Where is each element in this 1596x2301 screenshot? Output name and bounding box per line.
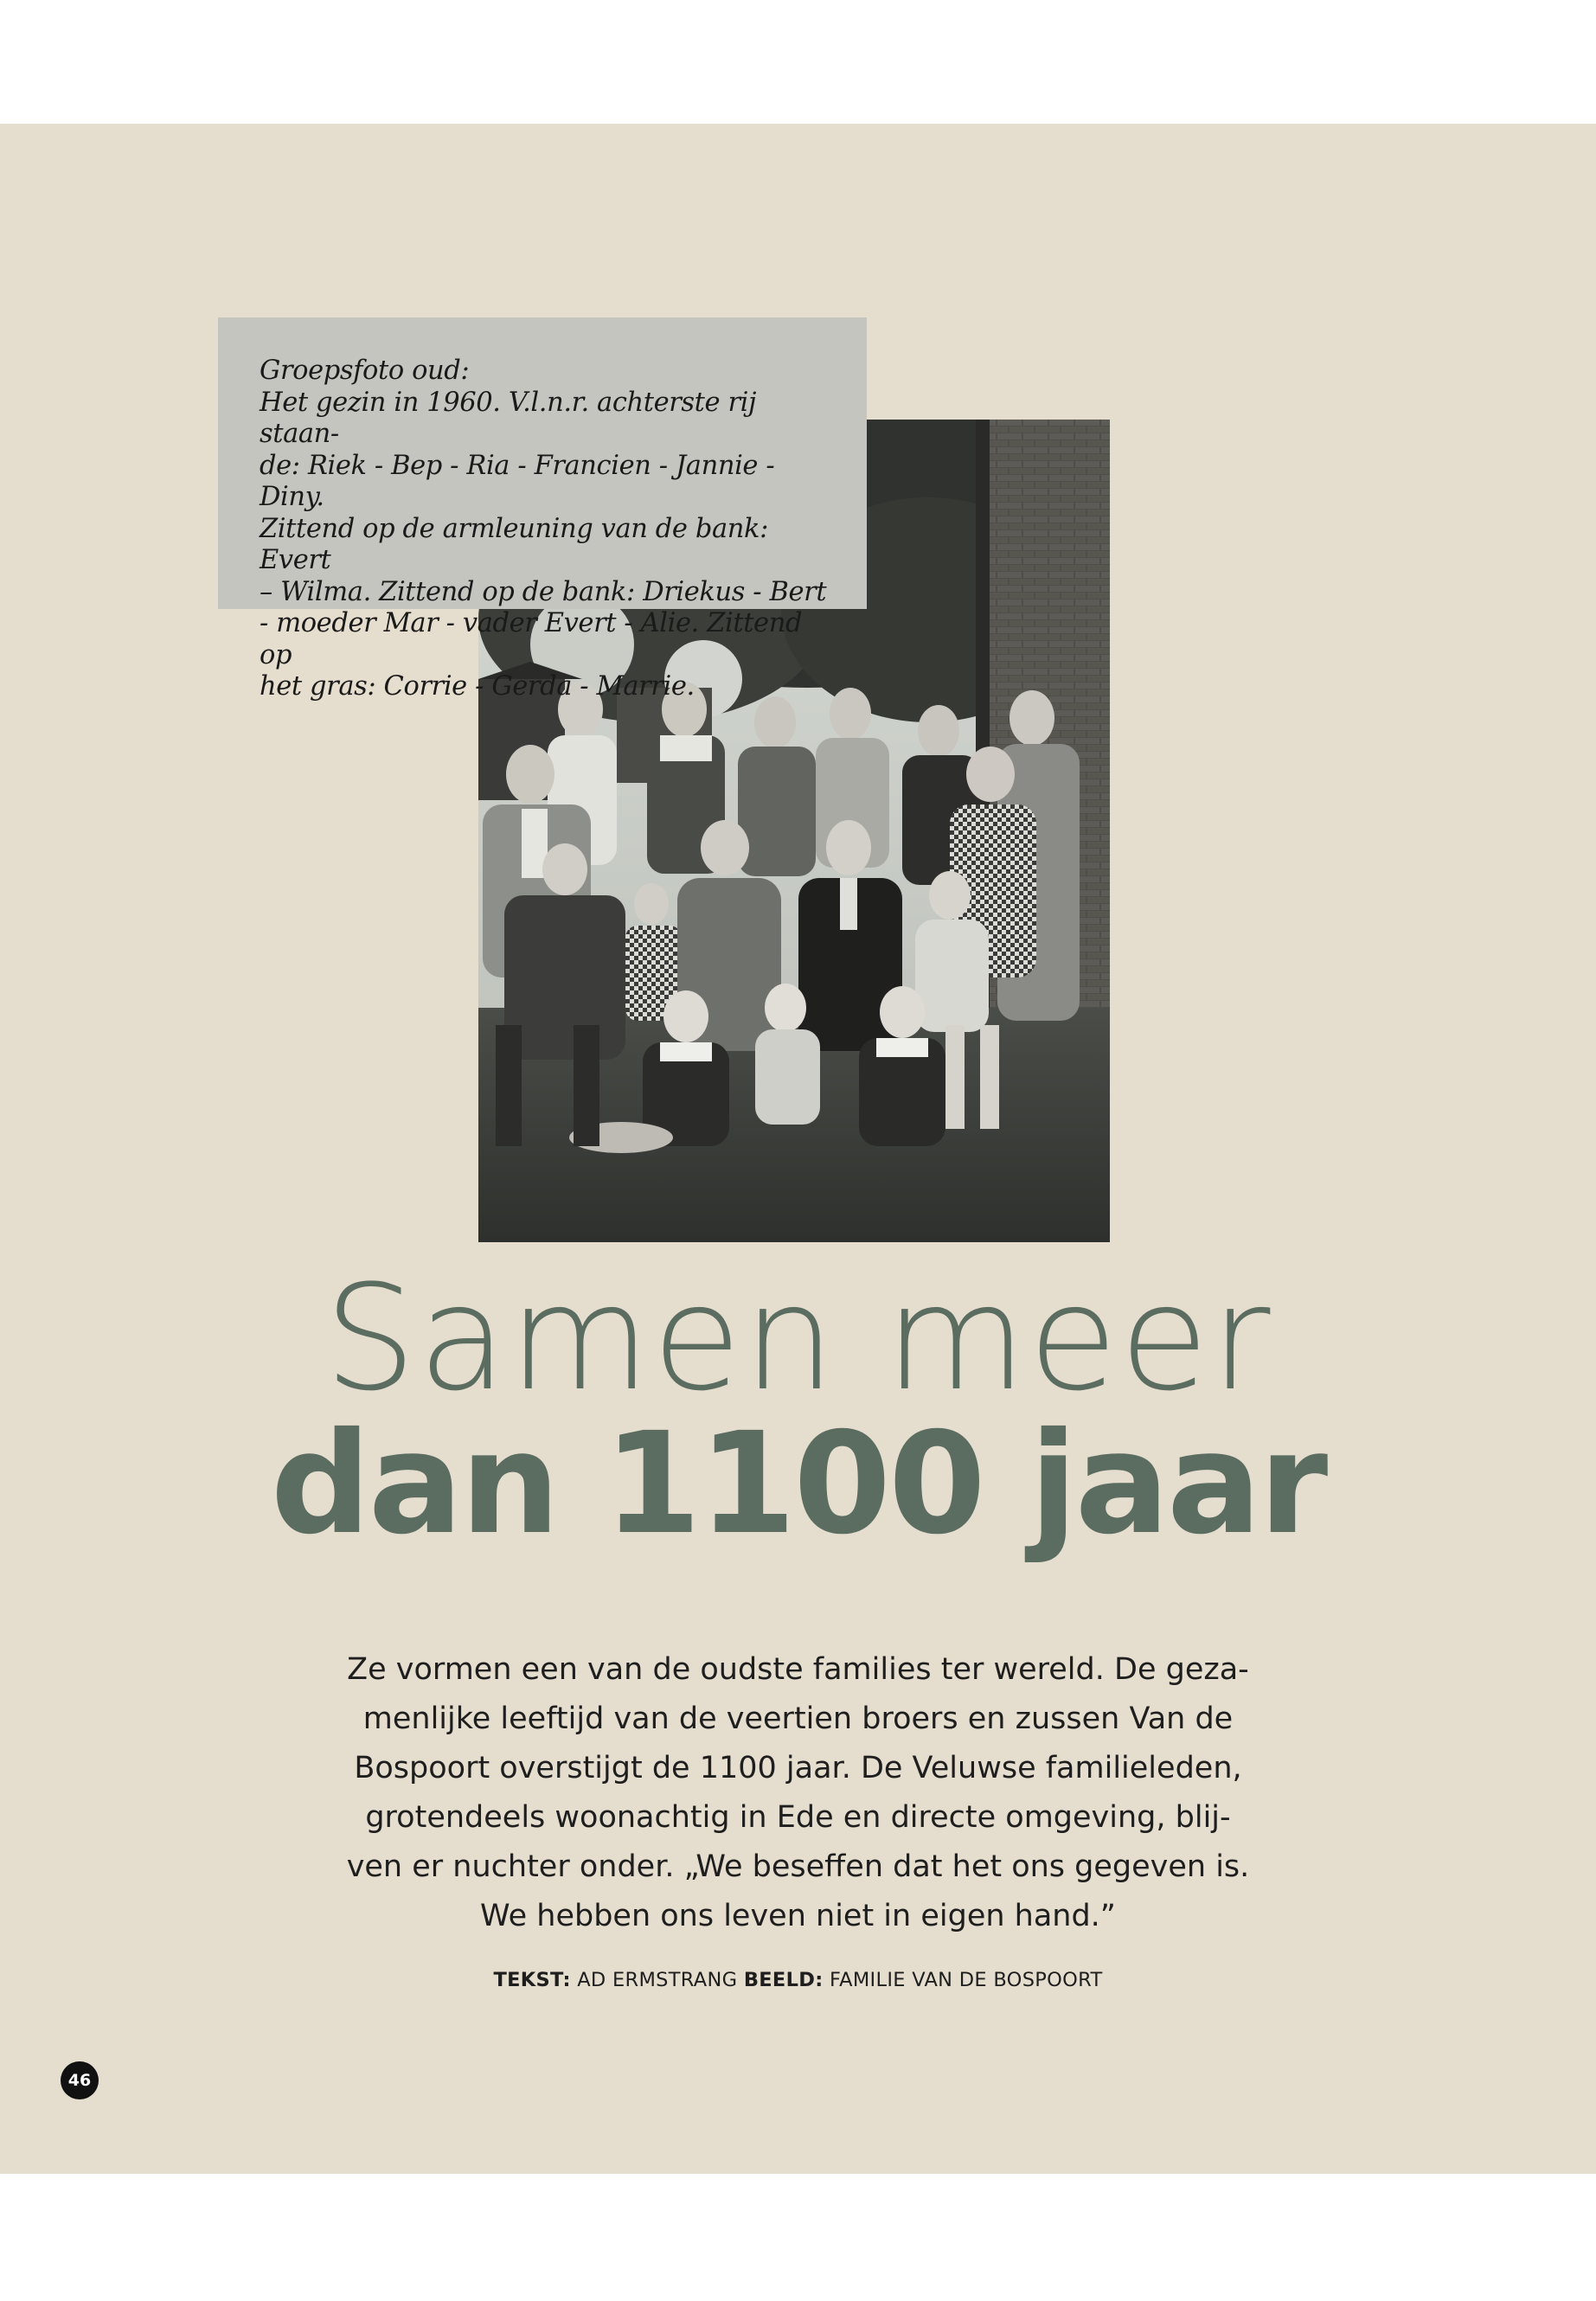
caption-line: Zittend op de armleuning van de bank: Evert [260, 513, 768, 575]
credits-text-label: TEKST: [493, 1969, 571, 1991]
headline-line-1: Samen meer [324, 1253, 1272, 1423]
credits-image-value: FAMILIE VAN DE BOSPOORT [829, 1969, 1103, 1991]
caption-line: – Wilma. Zittend op de bank: Driekus - Bert [260, 576, 827, 607]
photo-caption-box [218, 317, 867, 702]
caption-line: Het gezin in 1960. V.l.n.r. achterste rij staan- [260, 387, 757, 449]
intro-line: grotendeels woonachtig in Ede en directe omgeving, blij- [365, 1800, 1231, 1835]
caption-line: - moeder Mar - vader Evert - Alie. Zittend op [260, 608, 803, 670]
caption-line: de: Riek - Bep - Ria - Francien - Jannie - Diny. [260, 450, 775, 512]
headline-line-2: dan 1100 jaar [270, 1403, 1326, 1566]
credits-text-value: AD ERMSTRANG [577, 1969, 738, 1991]
intro-paragraph [346, 1645, 1250, 1941]
intro-line: menlijke leeftijd van de veertien broers en zussen Van de [362, 1702, 1234, 1736]
caption-line: het gras: Corrie - Gerda - Marrie. [260, 671, 695, 702]
credits [0, 1969, 1596, 1991]
caption-line: Groepsfoto oud: [260, 356, 470, 386]
intro-line: We hebben ons leven niet in eigen hand.” [480, 1899, 1116, 1933]
intro-line: Bospoort overstijgt de 1100 jaar. De Veluwse familieleden, [354, 1751, 1242, 1785]
page-number-badge: 46 [61, 2061, 99, 2099]
credits-image-label: BEELD: [743, 1969, 824, 1991]
intro-line: Ze vormen een van de oudste families ter wereld. De geza- [347, 1652, 1249, 1687]
intro-line: ven er nuchter onder. „We beseffen dat het ons gegeven is. [346, 1849, 1250, 1884]
